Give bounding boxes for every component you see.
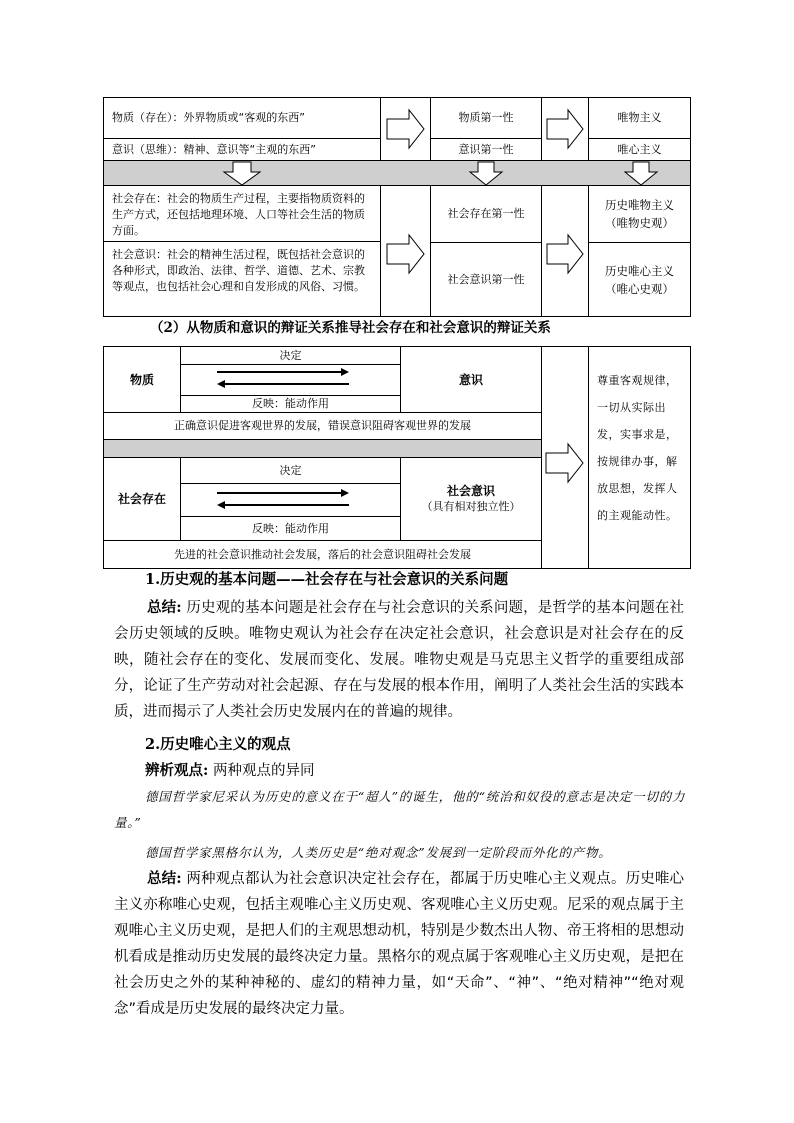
- table1-matter-first-text: 物质第一性: [458, 111, 514, 124]
- table1-consciousness-cell: [103, 138, 381, 161]
- table1-historical-materialism-text: 历史唯物主义: [605, 198, 674, 212]
- analysis-text: 两种观点的异同: [208, 763, 315, 779]
- down-arrow-icon: [220, 161, 264, 186]
- bidirectional-arrows-icon: [181, 484, 400, 516]
- table1-idealist-view-text: （唯心史观）: [605, 281, 674, 296]
- table1-consciousness-text: 意识（思维）：精神、意识等“主观的东西”: [112, 142, 316, 156]
- right-arrow-icon: [542, 186, 588, 316]
- table1-materialist-view-text: （唯物史观）: [605, 216, 674, 230]
- paragraph-summary-1: [114, 595, 684, 725]
- analysis-line: [145, 758, 705, 784]
- table1-social-existence-cell: [103, 185, 381, 242]
- table1-matter-first-cell: [430, 97, 542, 139]
- table1-arrow-cell-4: [541, 185, 589, 317]
- table2-social-existence-text: 社会存在: [117, 492, 166, 506]
- summary-label-2: 总结:: [147, 870, 182, 887]
- heading-idealism-views: 2.历史唯心主义的观点: [145, 736, 291, 753]
- table1-social-existence-text: 社会存在：社会的物质生产过程，主要指物质资料的生产方式，还包括地理环境、人口等社会生活的物质方面。: [112, 192, 365, 237]
- table2-note-cell-2: [103, 540, 542, 569]
- table1-arrow-cell-3: [380, 185, 431, 317]
- table2-principle-cell: [588, 346, 691, 569]
- table1-matter-cell: [103, 97, 381, 139]
- table1-historical-idealism-text: 历史唯心主义: [605, 263, 674, 278]
- table2-reflect-2: 反映：能动作用: [181, 516, 400, 540]
- table2-decide-2: 决定: [181, 458, 400, 484]
- right-arrow-icon: [381, 186, 430, 316]
- summary-text-2: 两种观点都认为社会意识决定社会存在，都属于历史唯心主义观点。历史唯心主义亦称唯心史观，包括主观唯心主义历史观、客观唯心主义历史观。尼采的观点属于主观唯心主义历史观，是把人们的主观思想动机，特别是少数杰出人物、帝王将相的思想动机看成是推动历史发展的最终决定力量。黑格尔的观点属于客观唯心主义历史观，是把在社会历史之外的某种神秘的、虚幻的精神力量，如“天命”、“神”、“绝对精神”“绝对观念”看成是历史发展的最终决定力量。: [114, 871, 684, 1017]
- table2-relation-cell-1: [180, 346, 401, 413]
- table1-consciousness-first-cell: [430, 138, 542, 161]
- table1-idealism-cell: [588, 138, 691, 161]
- quote-nietzsche: 德国哲学家尼采认为历史的意义在于“超人”的诞生，他的“统治和奴役的意志是决定一切的力量。”: [114, 789, 686, 830]
- table1-social-consciousness-first-cell: [430, 242, 542, 317]
- table2-decide-1: 决定: [181, 347, 400, 365]
- table2-social-consciousness-text: 社会意识: [446, 484, 495, 498]
- table1-social-consciousness-cell: [103, 241, 381, 317]
- paragraph-summary-2: [114, 866, 684, 1022]
- down-arrow-icon: [621, 161, 661, 186]
- table1-historical-idealism-cell: [588, 242, 691, 317]
- table1-social-existence-first-cell: [430, 185, 542, 243]
- analysis-label: 辨析观点:: [145, 762, 209, 779]
- table1-materialism-text: 唯物主义: [617, 111, 662, 124]
- table1-grey-band: [103, 160, 691, 186]
- table2-social-existence-cell: [103, 457, 181, 541]
- table2-reflect-1: 反映：能动作用: [181, 395, 400, 412]
- right-arrow-icon: [542, 98, 588, 160]
- table1-social-consciousness-text: 社会意识：社会的精神生活过程，既包括社会意识的各种形式，即政治、法律、哲学、道德、艺术、宗教等观点，也包括社会心理和自发形成的风俗、习惯。: [112, 248, 365, 293]
- table2-note-text-1: 正确意识促进客观世界的发展，错误意识阻碍客观世界的发展: [174, 419, 471, 432]
- table2-note-text-2: 先进的社会意识推动社会发展，落后的社会意识阻碍社会发展: [174, 547, 471, 561]
- table2-arrow-cell: [541, 346, 589, 569]
- table2-consciousness-cell: [400, 346, 542, 413]
- quote-hegel: 德国哲学家黑格尔认为，人类历史是“绝对观念”发展到一定阶段而外化的产物。: [145, 845, 612, 860]
- table2-principle-text: 尊重客观规律，一切从实际出发，实事求是，按规律办事，解放思想，发挥人的主观能动性。: [597, 374, 678, 522]
- down-arrow-icon: [466, 161, 506, 186]
- table2-social-consciousness-cell: [400, 457, 542, 541]
- right-arrow-icon: [542, 347, 588, 568]
- table2-matter-cell: [103, 346, 181, 413]
- table2-relation-cell-2: [180, 457, 401, 541]
- table2-matter-text: 物质: [129, 372, 154, 387]
- table1-social-consciousness-first-text: 社会意识第一性: [447, 272, 525, 286]
- table2-consciousness-text: 意识: [458, 372, 483, 387]
- right-arrow-icon: [381, 98, 430, 160]
- heading-basic-question: 1.历史观的基本问题——社会存在与社会意识的关系问题: [145, 571, 509, 588]
- table1-arrow-cell-1: [380, 97, 431, 161]
- table1-matter-text: 物质（存在）：外界物质或“客观的东西”: [112, 111, 305, 124]
- table1-social-existence-first-text: 社会存在第一性: [447, 207, 525, 220]
- bidirectional-arrows-icon: [181, 365, 400, 395]
- summary-label-1: 总结:: [147, 599, 182, 616]
- table1-consciousness-first-text: 意识第一性: [458, 142, 514, 156]
- table2-grey-band: [103, 439, 542, 458]
- table2-relative-independence-text: （具有相对独立性）: [421, 500, 521, 513]
- table1-arrow-cell-2: [541, 97, 589, 161]
- section-2-title: （2）从物质和意识的辩证关系推导社会存在和社会意识的辩证关系: [150, 320, 551, 336]
- table1-historical-materialism-cell: [588, 185, 691, 243]
- table1-materialism-cell: [588, 97, 691, 139]
- summary-text-1: 历史观的基本问题是社会存在与社会意识的关系问题，是哲学的基本问题在社会历史领域的反映。唯物史观认为社会存在决定社会意识，社会意识是对社会存在的反映，随社会存在的变化、发展而变化、发展。唯物史观是马克思主义哲学的重要组成部分，论证了生产劳动对社会起源、存在与发展的根本作用，阐明了人类社会生活的实践本质，进而揭示了人类社会历史发展内在的普遍的规律。: [114, 600, 684, 720]
- table1-idealism-text: 唯心主义: [617, 142, 662, 156]
- table2-note-cell-1: [103, 412, 542, 440]
